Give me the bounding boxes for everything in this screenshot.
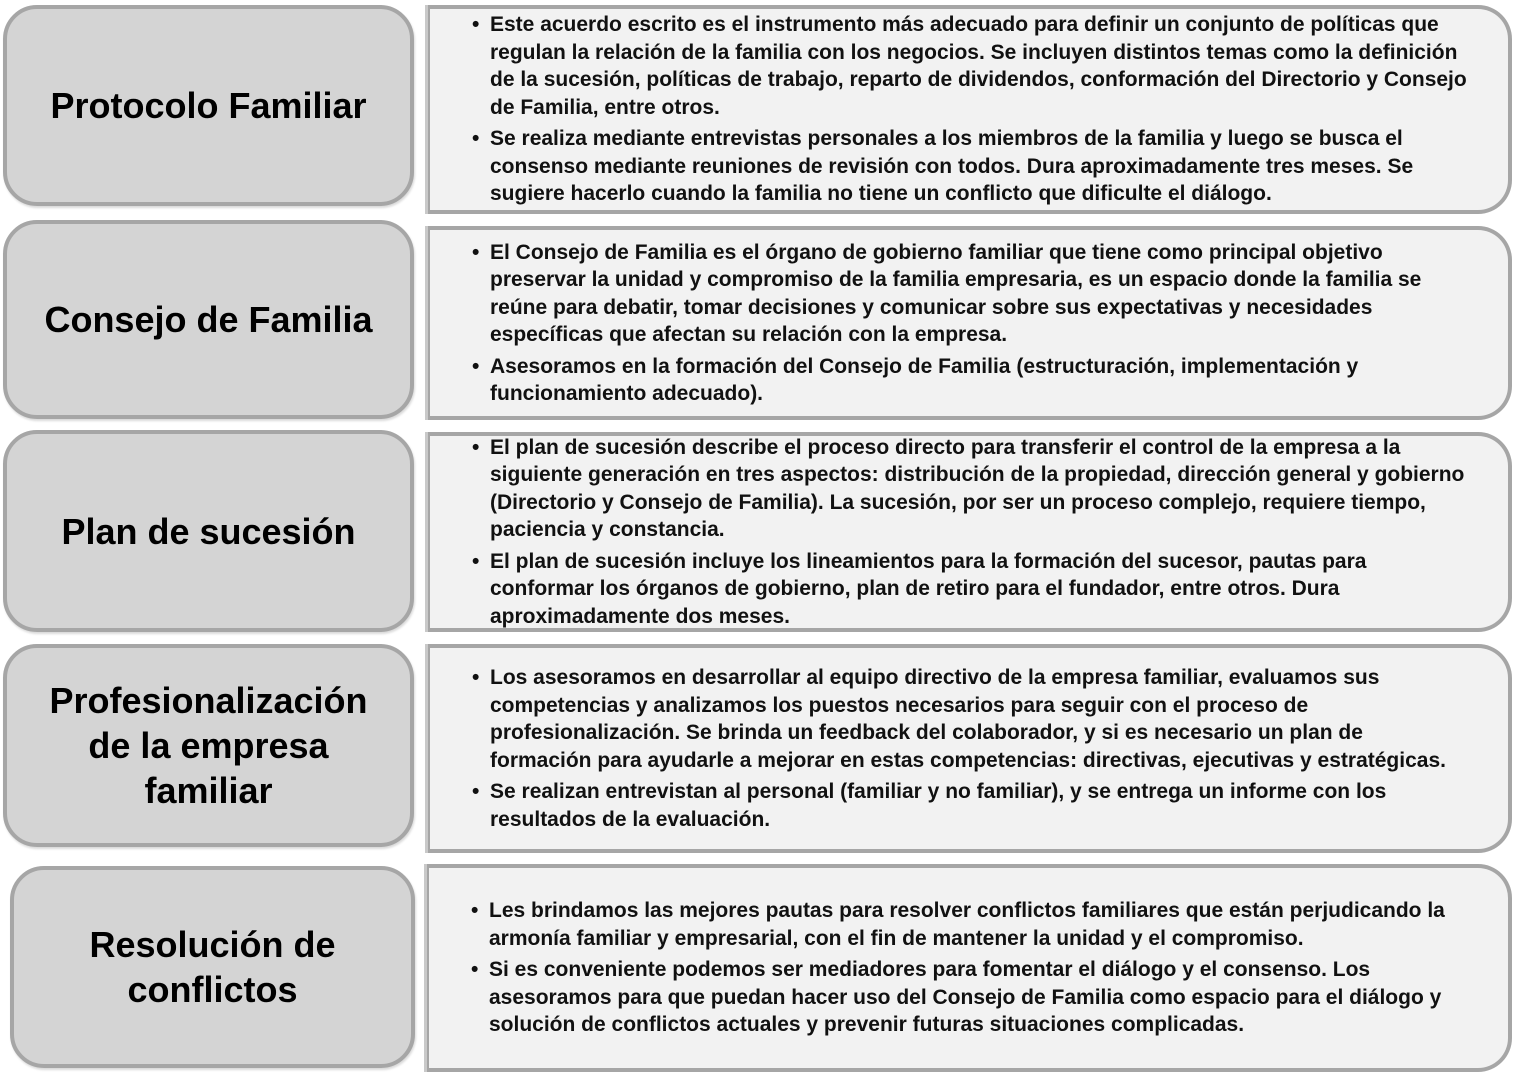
section-description-box xyxy=(424,864,1512,1072)
bullet-dot-icon: • xyxy=(472,13,480,37)
bullet-text: El plan de sucesión describe el proceso directo para transferir el control de la empresa a la siguiente generación en tres aspectos: distribución de la propiedad, dirección general y gobierno (Directorio y Consejo de Familia). La sucesión, por ser un proceso complejo, requiere tiempo, paciencia y constancia. xyxy=(490,435,1465,542)
section-title-box xyxy=(3,5,414,206)
section-description-box xyxy=(425,5,1512,214)
bullet-dot-icon: • xyxy=(472,240,480,264)
bullet-item xyxy=(474,548,1468,631)
section-title-line: familiar xyxy=(144,770,273,811)
bullet-dot-icon: • xyxy=(472,549,480,573)
section-title-line: Plan de sucesión xyxy=(61,510,356,552)
section-description-box xyxy=(425,432,1512,632)
bullet-text: Se realizan entrevistan al personal (familiar y no familiar), y se entrega un informe con los resultados de la evaluación. xyxy=(490,780,1387,831)
bullet-item xyxy=(474,434,1468,544)
bullet-text: El Consejo de Familia es el órgano de gobierno familiar que tiene como principal objetivo preservar la unidad y compromiso de la familia empresaria, es un espacio donde la familia se reúne para debatir, tomar decisiones y comunicar sobre sus expectativas y necesidades específicas que afectan su relación con la empresa. xyxy=(490,240,1422,346)
section-title-line: de la empresa xyxy=(88,725,329,766)
bullet-item xyxy=(474,11,1468,121)
bullet-dot-icon: • xyxy=(471,958,479,982)
bullet-item xyxy=(473,897,1468,952)
bullet-item xyxy=(474,778,1468,833)
bullet-text: Se realiza mediante entrevistas personales a los miembros de la familia y luego se busca el consenso mediante reuniones de revisión con todos. Dura aproximadamente tres meses. Se sugiere hacerlo cuando la familia no tiene un conflicto que dificulte el diálogo. xyxy=(490,127,1414,206)
bullet-text: El plan de sucesión incluye los lineamientos para la formación del sucesor, pautas para conformar los órganos de gobierno, plan de retiro para el fundador, entre otros. Dura aproximadamente dos meses. xyxy=(490,549,1367,628)
section-description-box xyxy=(425,226,1512,420)
bullet-text: Les brindamos las mejores pautas para resolver conflictos familiares que están perjudicando la armonía familiar y empresarial, con el fin de mantener la unidad y el compromiso. xyxy=(489,899,1445,950)
bullet-dot-icon: • xyxy=(472,354,480,378)
bullet-text: Los asesoramos en desarrollar al equipo directivo de la empresa familiar, evaluamos sus competencias y analizamos los puestos necesarios para seguir con el proceso de profesionalización. Se brinda un feedback del colaborador, y si es necesario un plan de formación para ayudarle a mejorar en estas competencias: directivas, ejecutivas y estratégicas. xyxy=(490,666,1446,772)
bullet-dot-icon: • xyxy=(472,780,480,803)
bullet-item xyxy=(474,353,1468,408)
bullet-dot-icon: • xyxy=(472,435,480,459)
bullet-dot-icon: • xyxy=(471,899,479,923)
section-title-box xyxy=(10,866,415,1068)
section-title-line: Protocolo Familiar xyxy=(50,85,367,126)
section-title-line: Resolución de xyxy=(89,924,336,965)
bullet-text: Asesoramos en la formación del Consejo de Familia (estructuración, implementación y funcionamiento adecuado). xyxy=(490,354,1359,405)
section-title-line: Consejo de Familia xyxy=(44,299,373,340)
section-title-box xyxy=(3,644,414,847)
section-description-box xyxy=(425,644,1512,853)
section-title-box xyxy=(3,430,414,632)
bullet-item xyxy=(473,956,1468,1039)
bullet-dot-icon: • xyxy=(472,666,480,689)
bullet-text: Este acuerdo escrito es el instrumento más adecuado para definir un conjunto de políticas que regulan la relación de la familia con los negocios. Se incluyen distintos temas como la definición de la sucesión, políticas de trabajo, reparto de dividendos, conformación del Directorio y Consejo de Familia, entre otros. xyxy=(490,13,1467,119)
section-title-box xyxy=(3,220,414,419)
bullet-dot-icon: • xyxy=(472,127,480,151)
bullet-item xyxy=(474,125,1468,208)
bullet-item xyxy=(474,239,1468,349)
section-title-line: Profesionalización xyxy=(49,680,368,721)
section-title-line: conflictos xyxy=(127,969,298,1010)
bullet-item xyxy=(474,664,1468,774)
bullet-text: Si es conveniente podemos ser mediadores para fomentar el diálogo y el consenso. Los asesoramos para que puedan hacer uso del Consejo de Familia como espacio para el diálogo y solución de conflictos actuales y prevenir futuras situaciones complicadas. xyxy=(489,958,1442,1037)
